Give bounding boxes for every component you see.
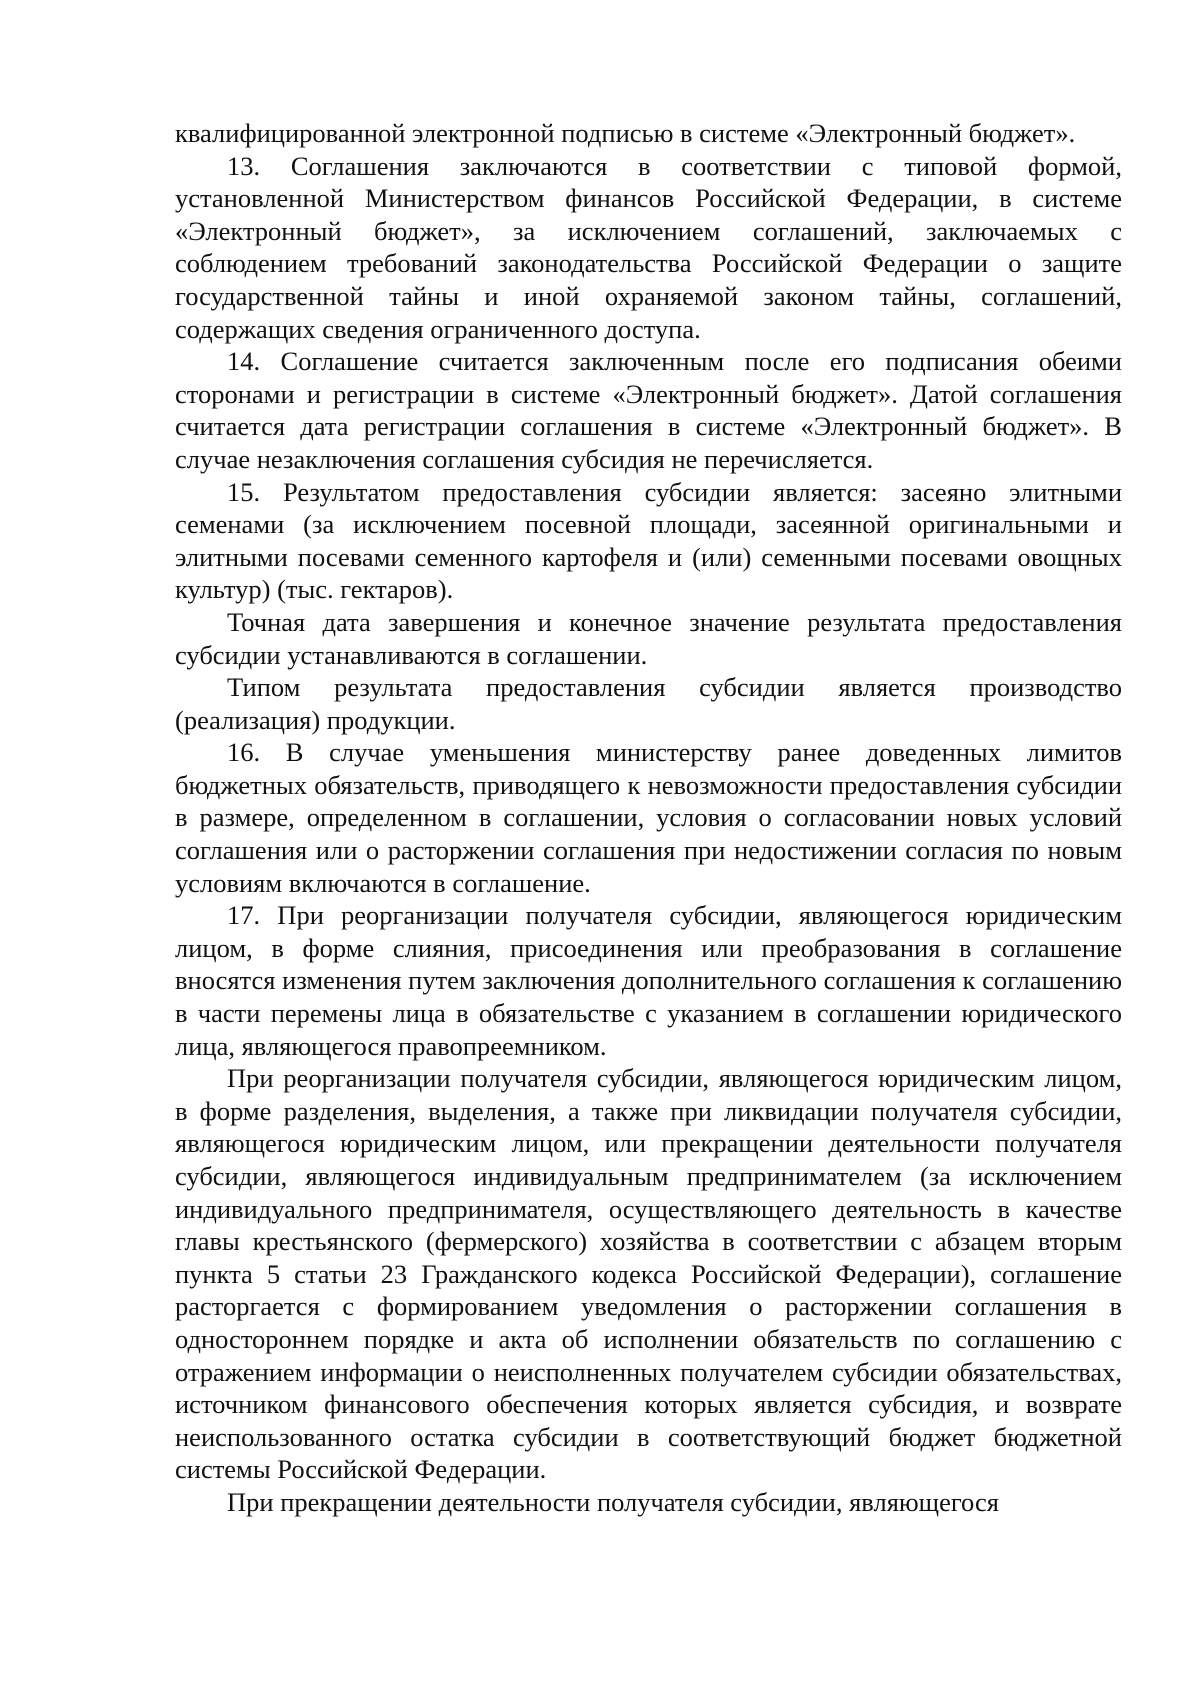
paragraph-item-13: 13. Соглашения заключаются в соответствии с типовой формой, установленной Министерством финансов Российской Федерации, в системе «Электронный бюджет», за исключением соглашений, заключаемых с соблюдением требований законодательства Российской Федерации о защите государственной тайны и иной охраняемой законом тайны, соглашений, содержащих сведения ограниченного доступа. xyxy=(175,150,1122,344)
paragraph-result-type: Типом результата предоставления субсидии является производство (реализация) продукции. xyxy=(175,672,1122,735)
paragraph-termination: При прекращении деятельности получателя субсидии, являющегося xyxy=(227,1486,999,1517)
paragraph-result-date: Точная дата завершения и конечное значение результата предоставления субсидии устанавливаются в соглашении. xyxy=(175,606,1122,670)
paragraph-item-16: 16. В случае уменьшения министерству ранее доведенных лимитов бюджетных обязательств, приводящего к невозможности предоставления субсидии в размере, определенном в соглашении, условия о согласовании новых условий соглашения или о расторжении соглашения при недостижении согласия по новым условиям включаются в соглашение. xyxy=(175,737,1122,898)
document-page xyxy=(175,117,1122,1519)
paragraph-item-15: 15. Результатом предоставления субсидии является: засеяно элитными семенами (за исключением посевной площади, засеянной оригинальными и элитными посевами семенного картофеля и (или) семенными посевами овощных культур) (тыс. гектаров). xyxy=(175,476,1122,605)
paragraph-item-17: 17. При реорганизации получателя субсидии, являющегося юридическим лицом, в форме слияния, присоединения или преобразования в соглашение вносятся изменения путем заключения дополнительного соглашения к соглашению в части перемены лица в обязательстве с указанием в соглашении юридического лица, являющегося правопреемником. xyxy=(175,900,1122,1061)
paragraph-reorganization: При реорганизации получателя субсидии, являющегося юридическим лицом, в форме разделения, выделения, а также при ликвидации получателя субсидии, являющегося юридическим лицом, или прекращении деятельности получателя субсидии, являющегося индивидуальным предпринимателем (за исключением индивидуального предпринимателя, осуществляющего деятельность в качестве главы крестьянского (фермерского) хозяйства в соответствии с абзацем вторым пункта 5 статьи 23 Гражданского кодекса Российской Федерации), соглашение расторгается с формированием уведомления о расторжении соглашения в одностороннем порядке и акта об исполнении обязательств по соглашению с отражением информации о неисполненных получателем субсидии обязательствах, источником финансового обеспечения которых является субсидия, и возврате неиспользованного остатка субсидии в соответствующий бюджет бюджетной системы Российской Федерации. xyxy=(175,1063,1122,1485)
paragraph-item-14: 14. Соглашение считается заключенным после его подписания обеими сторонами и регистрации в системе «Электронный бюджет». Датой соглашения считается дата регистрации соглашения в системе «Электронный бюджет». В случае незаключения соглашения субсидия не перечисляется. xyxy=(175,346,1122,474)
paragraph-continuation: квалифицированной электронной подписью в системе «Электронный бюджет». xyxy=(175,118,1076,148)
